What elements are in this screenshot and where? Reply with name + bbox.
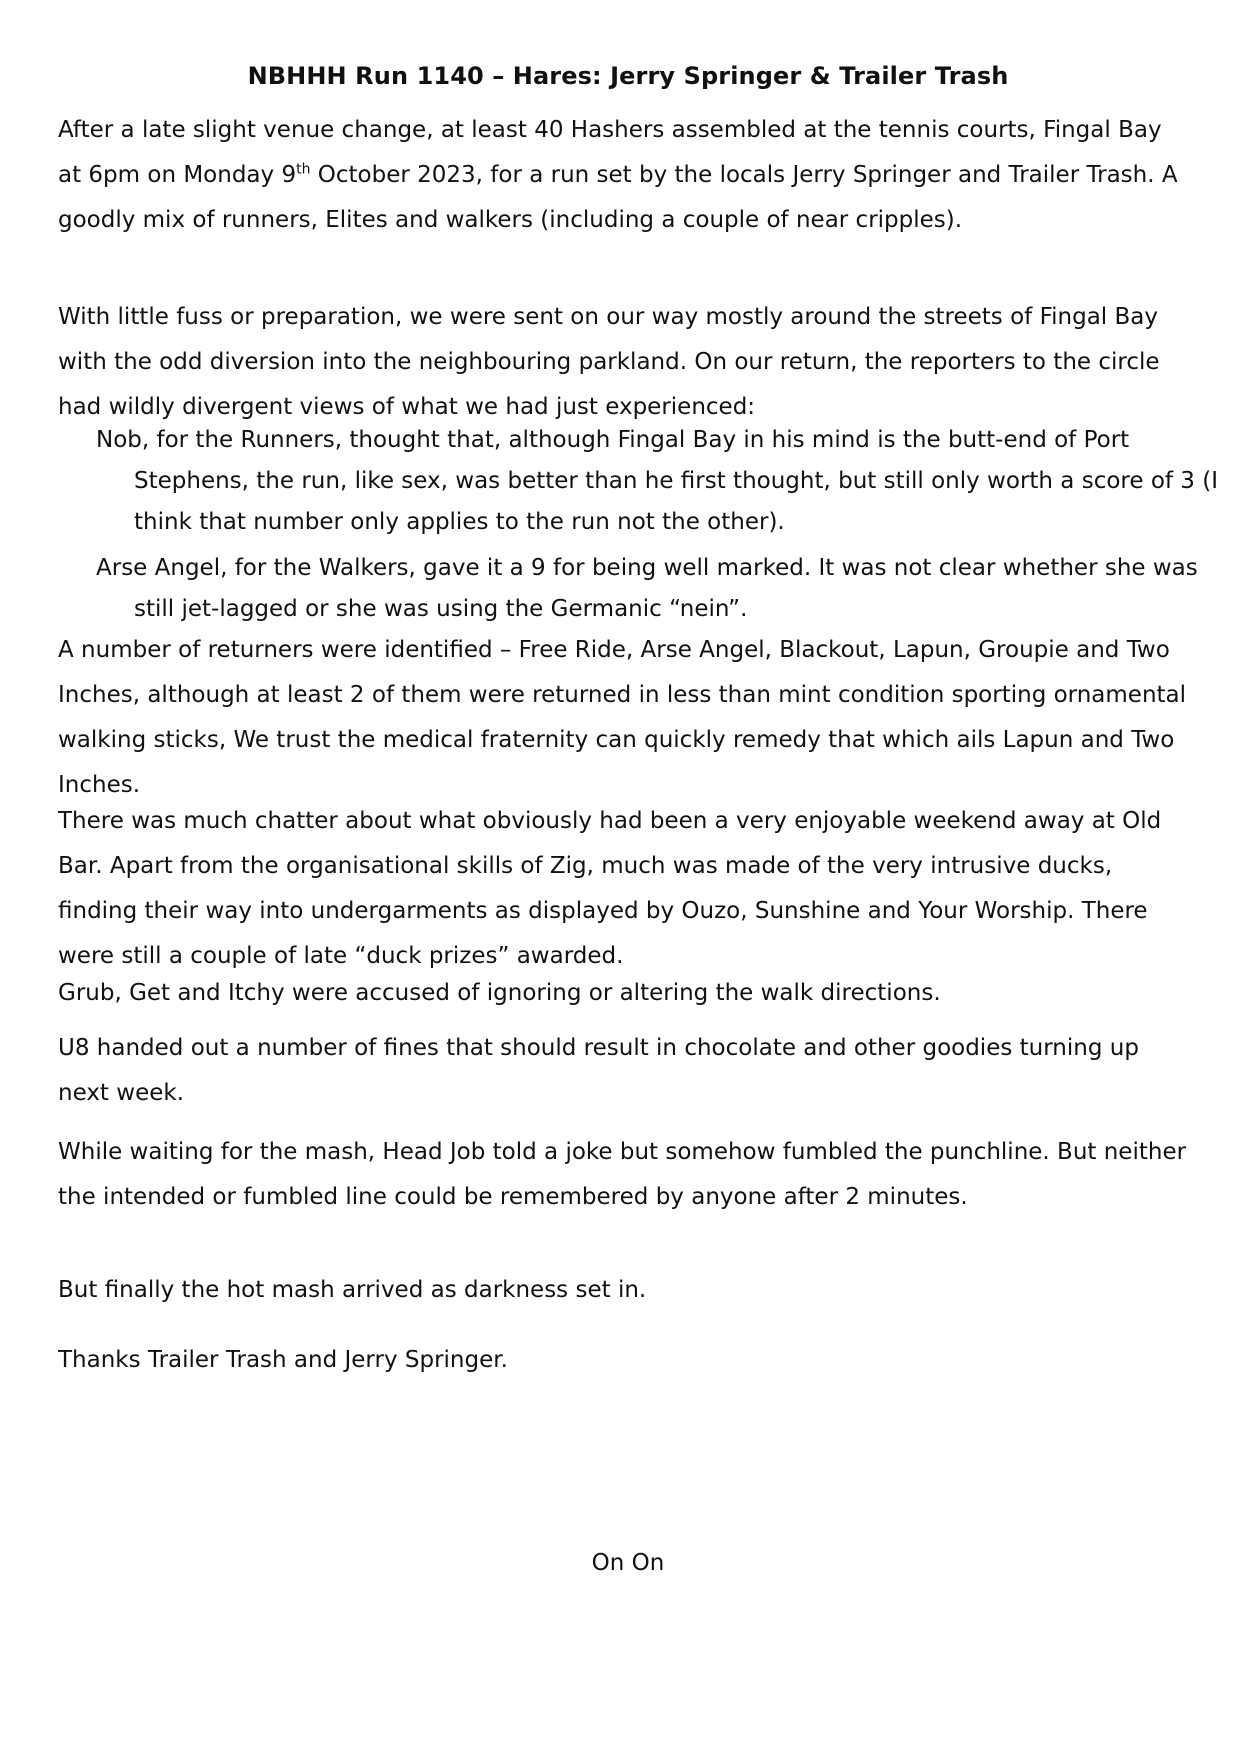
fines-paragraph: U8 handed out a number of fines that should result in chocolate and other goodies turning up next week. xyxy=(58,1035,1139,1106)
returners-paragraph: A number of returners were identified – Free Ride, Arse Angel, Blackout, Lapun, Groupie and Two Inches, although at least 2 of them were returned in less than mint condition sporting ornamental walking sticks, We trust the medical fraternity can quickly remedy that which ails Lapun and Two Inches. xyxy=(58,637,1187,798)
closing-signoff: On On xyxy=(591,1550,665,1576)
joke-paragraph: While waiting for the mash, Head Job told a joke but somehow fumbled the punchline. But neither the intended or fumbled line could be remembered by anyone after 2 minutes. xyxy=(58,1139,1187,1210)
thanks-paragraph: Thanks Trailer Trash and Jerry Springer. xyxy=(58,1347,508,1373)
weekend-away-paragraph: There was much chatter about what obviously had been a very enjoyable weekend away at Old Bar. Apart from the organisational skills of Zig, much was made of the very intrusive ducks, finding their way into undergarments as displayed by Ouzo, Sunshine and Your Worship. There were still a couple of late “duck prizes” awarded. xyxy=(58,808,1162,969)
walkers-report: Arse Angel, for the Walkers, gave it a 9 for being well marked. It was not clear whether she was still jet-lagged or she was using the Germanic “nein”. xyxy=(96,555,1198,622)
intro-paragraph xyxy=(58,108,1188,243)
runners-report: Nob, for the Runners, thought that, although Fingal Bay in his mind is the butt-end of Port Stephens, the run, like sex, was better than he first thought, but still only worth a score of 3 (I think that number only applies to the run not the other). xyxy=(96,427,1218,535)
intro-text-end: October 2023, for a run set by the locals Jerry Springer and Trailer Trash. A goodly mix of runners, Elites and walkers (including a couple of near cripples). xyxy=(58,162,1178,233)
run-description-paragraph: With little fuss or preparation, we were sent on our way mostly around the streets of Fingal Bay with the odd diversion into the neighbouring parkland. On our return, the reporters to the circle had wildly divergent views of what we had just experienced: xyxy=(58,304,1160,420)
date-ordinal-suffix: th xyxy=(296,161,311,178)
page-title: NBHHH Run 1140 – Hares: Jerry Springer & Trailer Trash xyxy=(247,62,1009,90)
intro-text-start: After a late slight venue change, at least 40 Hashers assembled at the tennis courts, Fingal Bay at 6pm on Monday 9 xyxy=(58,117,1162,188)
walk-directions-paragraph: Grub, Get and Itchy were accused of ignoring or altering the walk directions. xyxy=(58,980,941,1006)
mash-paragraph: But finally the hot mash arrived as darkness set in. xyxy=(58,1277,647,1303)
